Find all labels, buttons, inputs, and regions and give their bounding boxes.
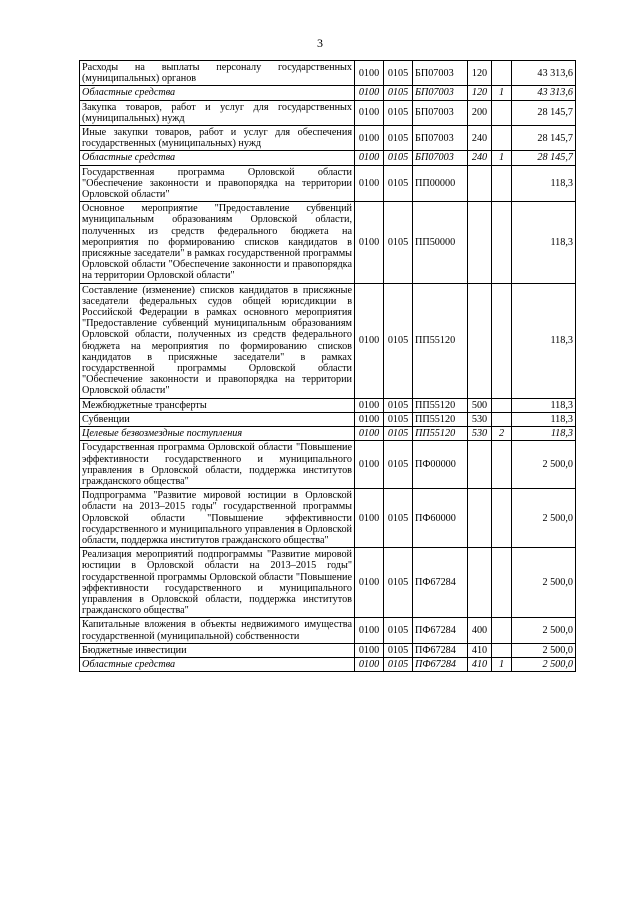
funding-source-cell: 1 [492, 86, 512, 100]
target-code-cell: ПП55120 [413, 398, 468, 412]
row-name-cell: Подпрограмма "Развитие мировой юстиции в Орловской области на 2013–2015 годы" государственной программы Орловской области "Повышение эффективности государственного и муниципального управления в Орловской области, поддержка институтов гражданского общества" [80, 489, 355, 548]
amount-cell: 28 145,7 [512, 126, 576, 151]
row-name-cell: Областные средства [80, 657, 355, 671]
target-code-cell: БП07003 [413, 151, 468, 165]
target-code-cell: ПФ60000 [413, 489, 468, 548]
amount-cell: 43 313,6 [512, 86, 576, 100]
amount-cell: 2 500,0 [512, 618, 576, 643]
row-name-cell: Основное мероприятие "Предоставление субвенций муниципальным образованиям Орловской области, полученных из средств федерального бюджета на мероприятия по формированию списков кандидатов в присяжные заседатели" в рамках государственной программы Орловской области "Обеспечение законности и правопорядка на территории Орловской области" [80, 202, 355, 283]
amount-cell: 2 500,0 [512, 643, 576, 657]
expense-type-cell [468, 489, 492, 548]
amount-cell: 2 500,0 [512, 441, 576, 489]
target-code-cell: ПФ67284 [413, 618, 468, 643]
subsection-code-cell: 0105 [384, 283, 413, 398]
amount-cell: 2 500,0 [512, 657, 576, 671]
row-name-cell: Расходы на выплаты персоналу государственных (муниципальных) органов [80, 61, 355, 86]
table-row [80, 126, 576, 151]
table-row [80, 283, 576, 398]
target-code-cell: БП07003 [413, 61, 468, 86]
target-code-cell: БП07003 [413, 86, 468, 100]
amount-cell: 118,3 [512, 165, 576, 202]
target-code-cell: ПП55120 [413, 427, 468, 441]
amount-cell: 118,3 [512, 412, 576, 426]
section-code-cell: 0100 [355, 548, 384, 618]
section-code-cell: 0100 [355, 489, 384, 548]
page-number: 3 [317, 36, 323, 50]
amount-cell: 28 145,7 [512, 100, 576, 125]
amount-cell: 118,3 [512, 427, 576, 441]
funding-source-cell [492, 165, 512, 202]
row-name-cell: Государственная программа Орловской области "Обеспечение законности и правопорядка на территории Орловской области" [80, 165, 355, 202]
table-row [80, 100, 576, 125]
row-name-cell: Субвенции [80, 412, 355, 426]
section-code-cell: 0100 [355, 643, 384, 657]
target-code-cell: ПФ67284 [413, 657, 468, 671]
table-row [80, 643, 576, 657]
row-name-cell: Областные средства [80, 151, 355, 165]
target-code-cell: БП07003 [413, 100, 468, 125]
subsection-code-cell: 0105 [384, 86, 413, 100]
subsection-code-cell: 0105 [384, 151, 413, 165]
target-code-cell: ПП50000 [413, 202, 468, 283]
target-code-cell: ПФ67284 [413, 548, 468, 618]
target-code-cell: ПП55120 [413, 283, 468, 398]
amount-cell: 118,3 [512, 398, 576, 412]
section-code-cell: 0100 [355, 100, 384, 125]
table-row [80, 548, 576, 618]
subsection-code-cell: 0105 [384, 398, 413, 412]
section-code-cell: 0100 [355, 126, 384, 151]
subsection-code-cell: 0105 [384, 427, 413, 441]
amount-cell: 2 500,0 [512, 548, 576, 618]
funding-source-cell [492, 489, 512, 548]
target-code-cell: ПФ67284 [413, 643, 468, 657]
section-code-cell: 0100 [355, 202, 384, 283]
expense-type-cell: 120 [468, 61, 492, 86]
subsection-code-cell: 0105 [384, 412, 413, 426]
funding-source-cell [492, 441, 512, 489]
subsection-code-cell: 0105 [384, 61, 413, 86]
table-row [80, 427, 576, 441]
target-code-cell: ПФ00000 [413, 441, 468, 489]
expense-type-cell: 410 [468, 657, 492, 671]
table-row [80, 151, 576, 165]
subsection-code-cell: 0105 [384, 618, 413, 643]
row-name-cell: Бюджетные инвестиции [80, 643, 355, 657]
row-name-cell: Составление (изменение) списков кандидатов в присяжные заседатели федеральных судов общей юрисдикции в Российской Федерации в рамках основного мероприятия "Предоставление субвенций муниципальным образованиям Орловской области, полученных из средств федерального бюджета на мероприятия по формированию списков кандидатов в присяжные заседатели" в рамках государственной программы Орловской области "Обеспечение законности и правопорядка на территории Орловской области" [80, 283, 355, 398]
subsection-code-cell: 0105 [384, 548, 413, 618]
expense-type-cell: 200 [468, 100, 492, 125]
expense-type-cell: 240 [468, 151, 492, 165]
section-code-cell: 0100 [355, 398, 384, 412]
table-row [80, 61, 576, 86]
amount-cell: 28 145,7 [512, 151, 576, 165]
funding-source-cell [492, 283, 512, 398]
funding-source-cell [492, 202, 512, 283]
funding-source-cell [492, 398, 512, 412]
budget-table [79, 60, 576, 672]
expense-type-cell: 400 [468, 618, 492, 643]
row-name-cell: Государственная программа Орловской области "Повышение эффективности государственного и муниципального управления в Орловской области, поддержка институтов гражданского общества" [80, 441, 355, 489]
subsection-code-cell: 0105 [384, 657, 413, 671]
section-code-cell: 0100 [355, 151, 384, 165]
table-row [80, 441, 576, 489]
row-name-cell: Иные закупки товаров, работ и услуг для обеспечения государственных (муниципальных) нужд [80, 126, 355, 151]
row-name-cell: Капитальные вложения в объекты недвижимого имущества государственной (муниципальной) собственности [80, 618, 355, 643]
amount-cell: 118,3 [512, 283, 576, 398]
expense-type-cell: 410 [468, 643, 492, 657]
target-code-cell: ПП55120 [413, 412, 468, 426]
funding-source-cell [492, 412, 512, 426]
section-code-cell: 0100 [355, 61, 384, 86]
target-code-cell: ПП00000 [413, 165, 468, 202]
expense-type-cell [468, 283, 492, 398]
funding-source-cell: 1 [492, 151, 512, 165]
funding-source-cell [492, 126, 512, 151]
amount-cell: 118,3 [512, 202, 576, 283]
expense-type-cell: 530 [468, 412, 492, 426]
table-row [80, 398, 576, 412]
table-row [80, 618, 576, 643]
table-row [80, 489, 576, 548]
subsection-code-cell: 0105 [384, 126, 413, 151]
section-code-cell: 0100 [355, 427, 384, 441]
funding-source-cell [492, 618, 512, 643]
funding-source-cell [492, 61, 512, 86]
section-code-cell: 0100 [355, 412, 384, 426]
expense-type-cell: 240 [468, 126, 492, 151]
expense-type-cell [468, 202, 492, 283]
table-row [80, 165, 576, 202]
subsection-code-cell: 0105 [384, 489, 413, 548]
funding-source-cell [492, 548, 512, 618]
table-row [80, 412, 576, 426]
row-name-cell: Целевые безвозмездные поступления [80, 427, 355, 441]
section-code-cell: 0100 [355, 283, 384, 398]
subsection-code-cell: 0105 [384, 165, 413, 202]
expense-type-cell: 120 [468, 86, 492, 100]
amount-cell: 43 313,6 [512, 61, 576, 86]
funding-source-cell: 1 [492, 657, 512, 671]
subsection-code-cell: 0105 [384, 643, 413, 657]
budget-table-body [80, 61, 576, 672]
section-code-cell: 0100 [355, 165, 384, 202]
amount-cell: 2 500,0 [512, 489, 576, 548]
funding-source-cell: 2 [492, 427, 512, 441]
subsection-code-cell: 0105 [384, 441, 413, 489]
expense-type-cell: 530 [468, 427, 492, 441]
target-code-cell: БП07003 [413, 126, 468, 151]
section-code-cell: 0100 [355, 618, 384, 643]
expense-type-cell: 500 [468, 398, 492, 412]
section-code-cell: 0100 [355, 441, 384, 489]
row-name-cell: Реализация мероприятий подпрограммы "Развитие мировой юстиции в Орловской области на 2013–2015 годы" государственной программы Орловской области "Повышение эффективности государственного и муниципального управления в Орловской области, поддержка институтов гражданского общества" [80, 548, 355, 618]
subsection-code-cell: 0105 [384, 100, 413, 125]
row-name-cell: Областные средства [80, 86, 355, 100]
expense-type-cell [468, 165, 492, 202]
expense-type-cell [468, 441, 492, 489]
row-name-cell: Межбюджетные трансферты [80, 398, 355, 412]
expense-type-cell [468, 548, 492, 618]
table-row [80, 202, 576, 283]
subsection-code-cell: 0105 [384, 202, 413, 283]
section-code-cell: 0100 [355, 86, 384, 100]
table-row [80, 657, 576, 671]
table-row [80, 86, 576, 100]
section-code-cell: 0100 [355, 657, 384, 671]
funding-source-cell [492, 100, 512, 125]
funding-source-cell [492, 643, 512, 657]
row-name-cell: Закупка товаров, работ и услуг для государственных (муниципальных) нужд [80, 100, 355, 125]
